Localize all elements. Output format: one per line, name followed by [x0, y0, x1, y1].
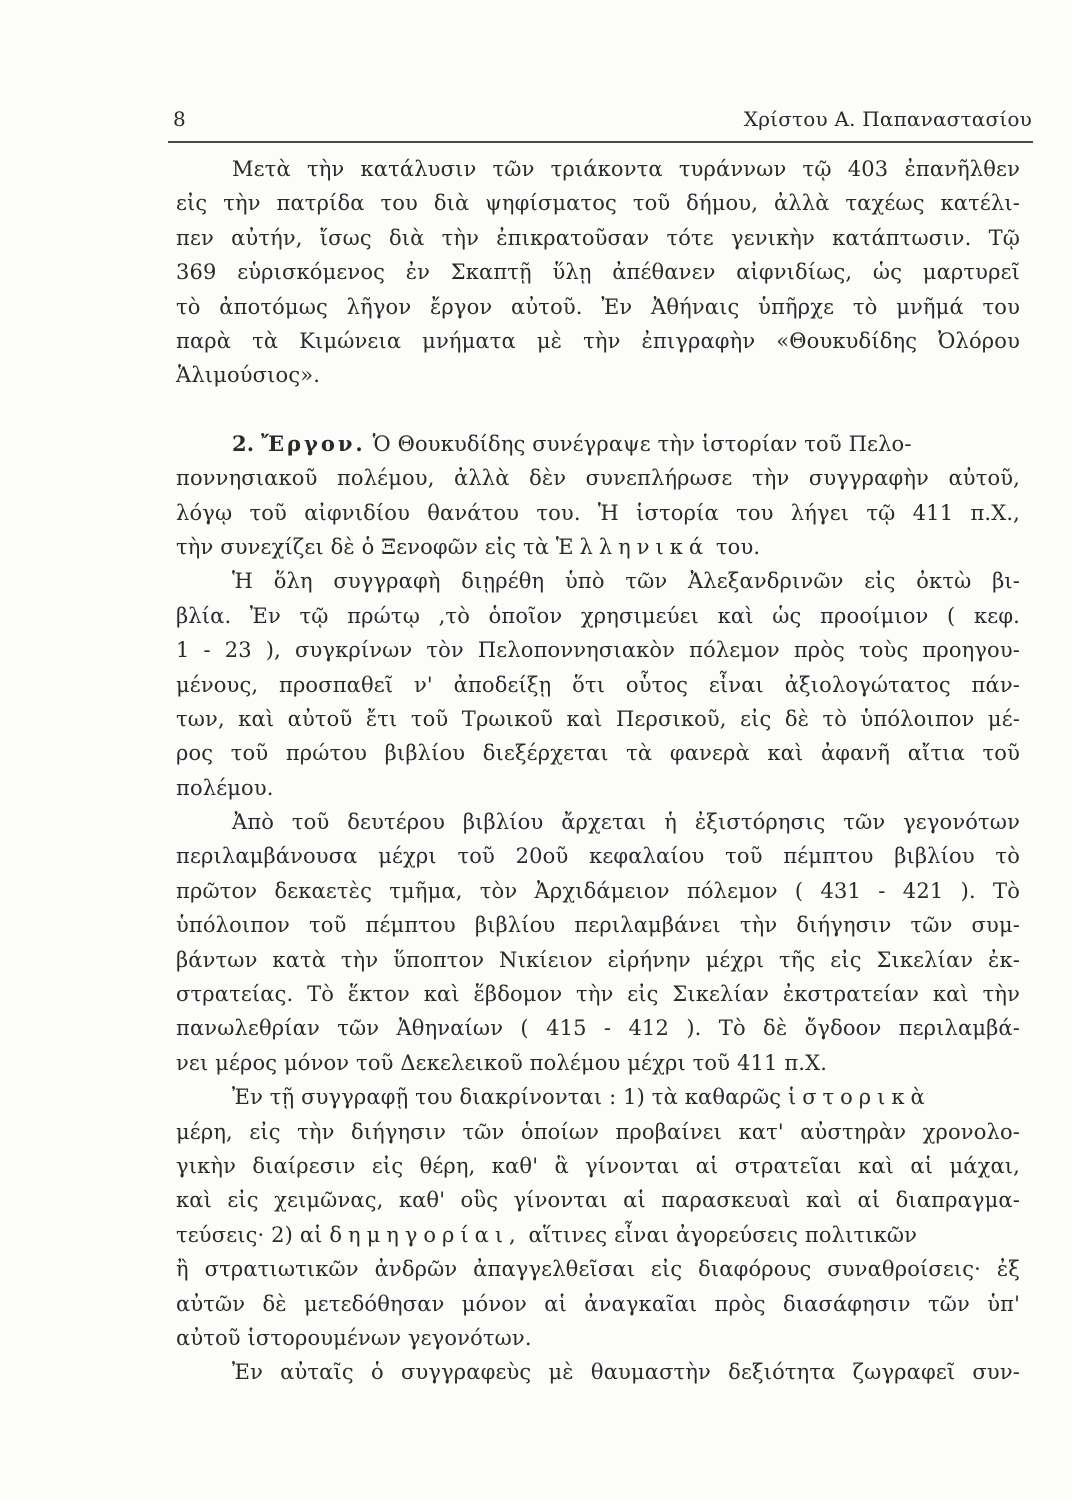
text-line: αὐτοῦ ἱστορουμένων γεγονότων.: [176, 1326, 532, 1350]
text-line: στρατείας. Τὸ ἕκτον καὶ ἕβδομον τὴν εἰς Σικελίαν ἐκστρατείαν καὶ τὴν: [176, 982, 1020, 1007]
text-line: περιλαμβάνουσα μέχρι τοῦ 20οῦ κεφαλαίου τοῦ πέμπτου βιβλίου τὸ: [176, 844, 1020, 869]
text-line: αὐτῶν δὲ μετεδόθησαν μόνον αἱ ἀναγκαῖαι πρὸς διασάφησιν τῶν ὑπ': [176, 1291, 1020, 1316]
text-line: πανωλεθρίαν τῶν Ἀθηναίων ( 415 - 412 ). Τὸ δὲ ὄγδοον περιλαμβά-: [176, 1016, 1020, 1041]
section-title: Ἔργον.: [261, 430, 366, 456]
section-gap: [176, 393, 1020, 427]
text-line: ρος τοῦ πρώτου βιβλίου διεξέρχεται τὰ φανερὰ καὶ ἀφανῆ αἴτια τοῦ: [176, 741, 1020, 766]
text-span: αἵτινες εἶναι ἀγορεύσεις πολιτικῶν: [521, 1222, 918, 1247]
text-line: ποννησιακοῦ πολέμου, ἀλλὰ δὲν συνεπλήρωσε τὴν συγγραφὴν αὐτοῦ,: [176, 466, 1020, 491]
text-line: Ἡ ὅλη συγγραφὴ διῃρέθη ὑπὸ τῶν Ἀλεξανδρινῶν εἰς ὀκτὼ βι-: [232, 569, 1020, 594]
text-span: του.: [709, 534, 761, 559]
text-line: Ἐν αὐταῖς ὁ συγγραφεὺς μὲ θαυμαστὴν δεξιότητα ζωγραφεῖ συν-: [232, 1360, 1020, 1385]
text-line: πολέμου.: [176, 775, 274, 800]
text-line: καὶ εἰς χειμῶνας, καθ' οὓς γίνονται αἱ παρασκευαὶ καὶ αἱ διαπραγμα-: [176, 1188, 1020, 1213]
running-head: [170, 104, 1032, 136]
text-line: Ἀπὸ τοῦ δευτέρου βιβλίου ἄρχεται ἡ ἐξιστόρησις τῶν γεγονότων: [232, 810, 1020, 835]
text-span: τὴν συνεχίζει δὲ ὁ Ξενοφῶν εἰς τὰ: [176, 534, 556, 559]
text-line: νει μέρος μόνον τοῦ Δεκελεικοῦ πολέμου μέχρι τοῦ 411 π.Χ.: [176, 1050, 828, 1075]
header-rule: [168, 141, 1033, 143]
text-line: τὸ ἀποτόμως λῆγον ἔργον αὐτοῦ. Ἐν Ἀθήναις ὑπῆρχε τὸ μνῆμά του: [176, 294, 1020, 319]
text-line: βάντων κατὰ τὴν ὕποπτον Νικίειον εἰρήνην μέχρι τῆς εἰς Σικελίαν ἐκ-: [176, 947, 1020, 972]
text-line: παρὰ τὰ Κιμώνεια μνήματα μὲ τὴν ἐπιγραφὴν «Θουκυδίδης Ὀλόρου: [176, 328, 1020, 353]
text-line: λόγῳ τοῦ αἰφνιδίου θανάτου του. Ἡ ἱστορία του λήγει τῷ 411 π.Χ.,: [176, 500, 1020, 525]
text-line: 369 εὑρισκόμενος ἐν Σκαπτῇ ὕλῃ ἀπέθανεν αἰφνιδίως, ὡς μαρτυρεῖ: [176, 260, 1020, 285]
running-title: Χρίστου Α. Παπαναστασίου: [743, 107, 1032, 131]
text-line: βλία. Ἐν τῷ πρώτῳ ,τὸ ὁποῖον χρησιμεύει καὶ ὡς προοίμιον ( κεφ.: [176, 603, 1020, 628]
spaced-term: ἱστορικὰ: [787, 1085, 931, 1110]
body-text: [176, 152, 1020, 1390]
page-number: 8: [173, 107, 186, 131]
text-line: ὑπόλοιπον τοῦ πέμπτου βιβλίου περιλαμβάνει τὴν διήγησιν τῶν συμ-: [176, 913, 1020, 938]
text-line: ἢ στρατιωτικῶν ἀνδρῶν ἀπαγγελθεῖσαι εἰς διαφόρους συναθροίσεις· ἐξ: [176, 1257, 1020, 1282]
text-line: μέρη, εἰς τὴν διήγησιν τῶν ὁποίων προβαίνει κατ' αὐστηρὰν χρονολο-: [176, 1119, 1020, 1144]
text-line: πρῶτον δεκαετὲς τμῆμα, τὸν Ἀρχιδάμειον πόλεμον ( 431 - 421 ). Τὸ: [176, 878, 1020, 903]
text-span: Ἐν τῇ συγγραφῇ του διακρίνονται : 1) τὰ καθαρῶς: [232, 1085, 788, 1110]
text-line: [176, 1218, 1020, 1252]
spaced-term: Ἑλληνικά: [555, 534, 710, 559]
text-span: Ὁ Θουκυδίδης συνέγραψε τὴν ἱστορίαν τοῦ Πελο-: [372, 431, 912, 456]
text-line: Ἁλιμούσιος».: [176, 363, 321, 388]
text-line: [176, 1080, 1020, 1114]
spaced-term: δημηγορίαι,: [329, 1222, 522, 1247]
text-line: των, καὶ αὐτοῦ ἔτι τοῦ Τρωικοῦ καὶ Περσικοῦ, εἰς δὲ τὸ ὑπόλοιπον μέ-: [176, 706, 1020, 731]
text-line: [176, 530, 1020, 564]
text-line: Μετὰ τὴν κατάλυσιν τῶν τριάκοντα τυράννων τῷ 403 ἐπανῆλθεν: [232, 157, 1020, 181]
section-heading-line: [176, 427, 1020, 461]
text-span: τεύσεις· 2) αἱ: [176, 1222, 330, 1247]
section-number: 2.: [232, 430, 255, 456]
text-line: πεν αὐτήν, ἴσως διὰ τὴν ἐπικρατοῦσαν τότε γενικὴν κατάπτωσιν. Τῷ: [176, 225, 1020, 250]
text-line: 1 - 23 ), συγκρίνων τὸν Πελοποννησιακὸν πόλεμον πρὸς τοὺς προηγου-: [176, 638, 1020, 663]
text-line: μένους, προσπαθεῖ ν' ἀποδείξῃ ὅτι οὗτος εἶναι ἀξιολογώτατος πάν-: [176, 672, 1020, 697]
text-line: εἰς τὴν πατρίδα του διὰ ψηφίσματος τοῦ δήμου, ἀλλὰ ταχέως κατέλι-: [176, 191, 1020, 216]
text-line: γικὴν διαίρεσιν εἰς θέρη, καθ' ἃ γίνονται αἱ στρατεῖαι καὶ αἱ μάχαι,: [176, 1154, 1020, 1179]
